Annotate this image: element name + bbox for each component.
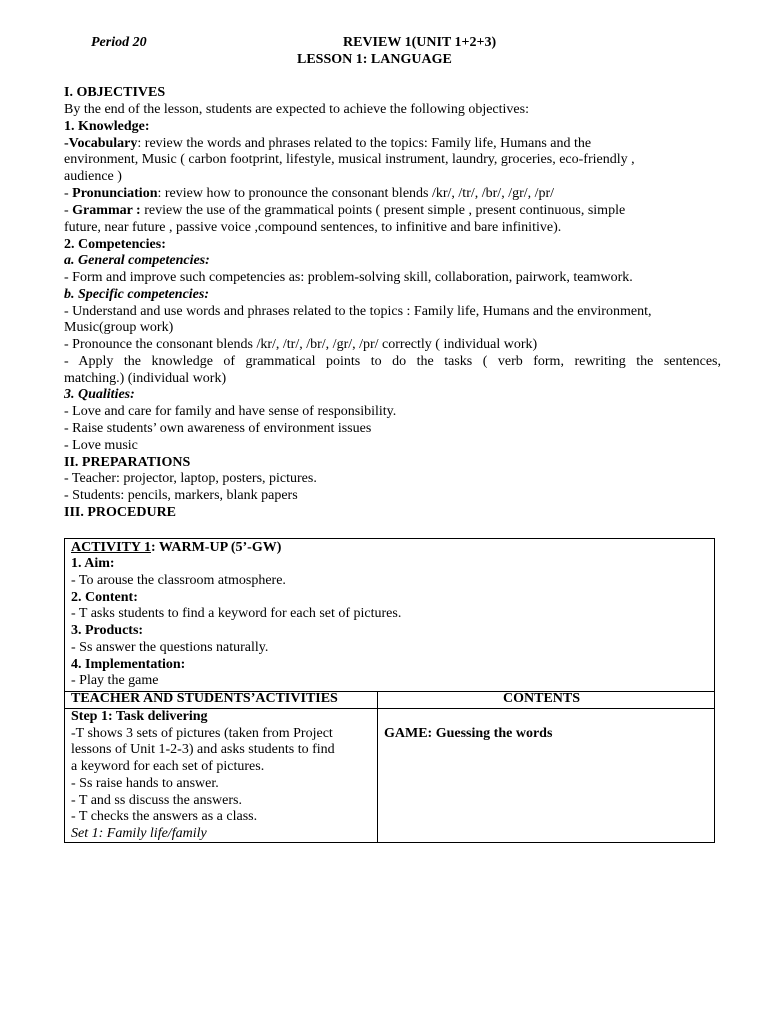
vocabulary-text: : review the words and phrases related to the topics: Family life, Humans and the xyxy=(137,136,592,151)
knowledge-heading: 1. Knowledge: xyxy=(64,119,150,134)
column-header-activities: TEACHER AND STUDENTS’ACTIVITIES xyxy=(71,691,338,706)
step-line: a keyword for each set of pictures. xyxy=(71,759,265,774)
products-text: - Ss answer the questions naturally. xyxy=(71,640,269,655)
quality-item: - Love and care for family and have sense of responsibility. xyxy=(64,404,397,419)
grammar-text: review the use of the grammatical points ( present simple , present continuous, simple xyxy=(140,203,626,218)
preparations-teacher: - Teacher: projector, laptop, posters, pictures. xyxy=(64,471,317,486)
preparations-heading: II. PREPARATIONS xyxy=(64,455,191,470)
pronunciation-prefix: - xyxy=(64,186,73,201)
specific-competencies-heading: b. Specific competencies: xyxy=(64,287,210,302)
grammar-prefix: - xyxy=(64,203,73,218)
quality-item: - Love music xyxy=(64,438,138,453)
aim-heading: 1. Aim: xyxy=(71,556,115,571)
competencies-heading: 2. Competencies: xyxy=(64,237,166,252)
implementation-heading: 4. Implementation: xyxy=(71,657,186,672)
content-heading: 2. Content: xyxy=(71,590,138,605)
step-line: lessons of Unit 1-2-3) and asks students to find xyxy=(71,742,335,757)
activity-title xyxy=(71,540,281,556)
set-label: Set 1: Family life/family xyxy=(71,826,207,841)
vocabulary-line-1 xyxy=(64,136,591,152)
step-line: - Ss raise hands to answer. xyxy=(71,776,219,791)
activity-table xyxy=(64,538,715,843)
vocabulary-line-3: audience ) xyxy=(64,169,122,184)
specific-competency-1b: Music(group work) xyxy=(64,320,174,335)
preparations-students: - Students: pencils, markers, blank papers xyxy=(64,488,298,503)
quality-item: - Raise students’ own awareness of environment issues xyxy=(64,421,372,436)
game-title: GAME: Guessing the words xyxy=(384,726,553,741)
period-label: Period 20 xyxy=(91,35,147,50)
procedure-heading: III. PROCEDURE xyxy=(64,505,177,520)
column-header-contents: CONTENTS xyxy=(503,691,581,706)
specific-competency-3a: - Apply the knowledge of grammatical points to do the tasks ( verb form, rewriting the sentences, xyxy=(64,354,721,369)
lesson-title: LESSON 1: LANGUAGE xyxy=(297,52,452,67)
activity-title-text: : WARM-UP (5’-GW) xyxy=(151,540,282,555)
general-competencies-heading: a. General competencies: xyxy=(64,253,210,268)
content-text: - T asks students to find a keyword for each set of pictures. xyxy=(71,606,402,621)
grammar-line-1 xyxy=(64,203,625,219)
step-line: -T shows 3 sets of pictures (taken from Project xyxy=(71,726,333,741)
aim-text: - To arouse the classroom atmosphere. xyxy=(71,573,286,588)
objectives-heading: I. OBJECTIVES xyxy=(64,85,166,100)
vocabulary-label: -Vocabulary xyxy=(64,136,138,151)
step-line: - T and ss discuss the answers. xyxy=(71,793,242,808)
pronunciation-label: Pronunciation xyxy=(72,186,158,201)
specific-competency-3b: matching.) (individual work) xyxy=(64,371,227,386)
products-heading: 3. Products: xyxy=(71,623,144,638)
specific-competency-2: - Pronounce the consonant blends /kr/, /tr/, /br/, /gr/, /pr/ correctly ( individual work) xyxy=(64,337,538,352)
step-heading: Step 1: Task delivering xyxy=(71,709,208,724)
table-column-divider xyxy=(377,691,378,842)
objectives-intro: By the end of the lesson, students are expected to achieve the following objectives: xyxy=(64,102,529,117)
qualities-heading: 3. Qualities: xyxy=(64,387,135,402)
specific-competency-1a: - Understand and use words and phrases related to the topics : Family life, Humans and the environment, xyxy=(64,304,652,319)
pronunciation-line xyxy=(64,186,554,202)
pronunciation-text: : review how to pronounce the consonant blends /kr/, /tr/, /br/, /gr/, /pr/ xyxy=(157,186,555,201)
implementation-text: - Play the game xyxy=(71,673,159,688)
general-competencies-text: - Form and improve such competencies as: problem-solving skill, collaboration, pairwork, teamwork. xyxy=(64,270,633,285)
step-line: - T checks the answers as a class. xyxy=(71,809,258,824)
grammar-line-2: future, near future , passive voice ,compound sentences, to infinitive and bare infinitive). xyxy=(64,220,562,235)
review-title: REVIEW 1(UNIT 1+2+3) xyxy=(343,35,497,50)
vocabulary-line-2: environment, Music ( carbon footprint, lifestyle, musical instrument, laundry, groceries, eco-friendly , xyxy=(64,152,635,167)
grammar-label: Grammar : xyxy=(72,203,141,218)
activity-label: ACTIVITY 1 xyxy=(71,540,151,555)
